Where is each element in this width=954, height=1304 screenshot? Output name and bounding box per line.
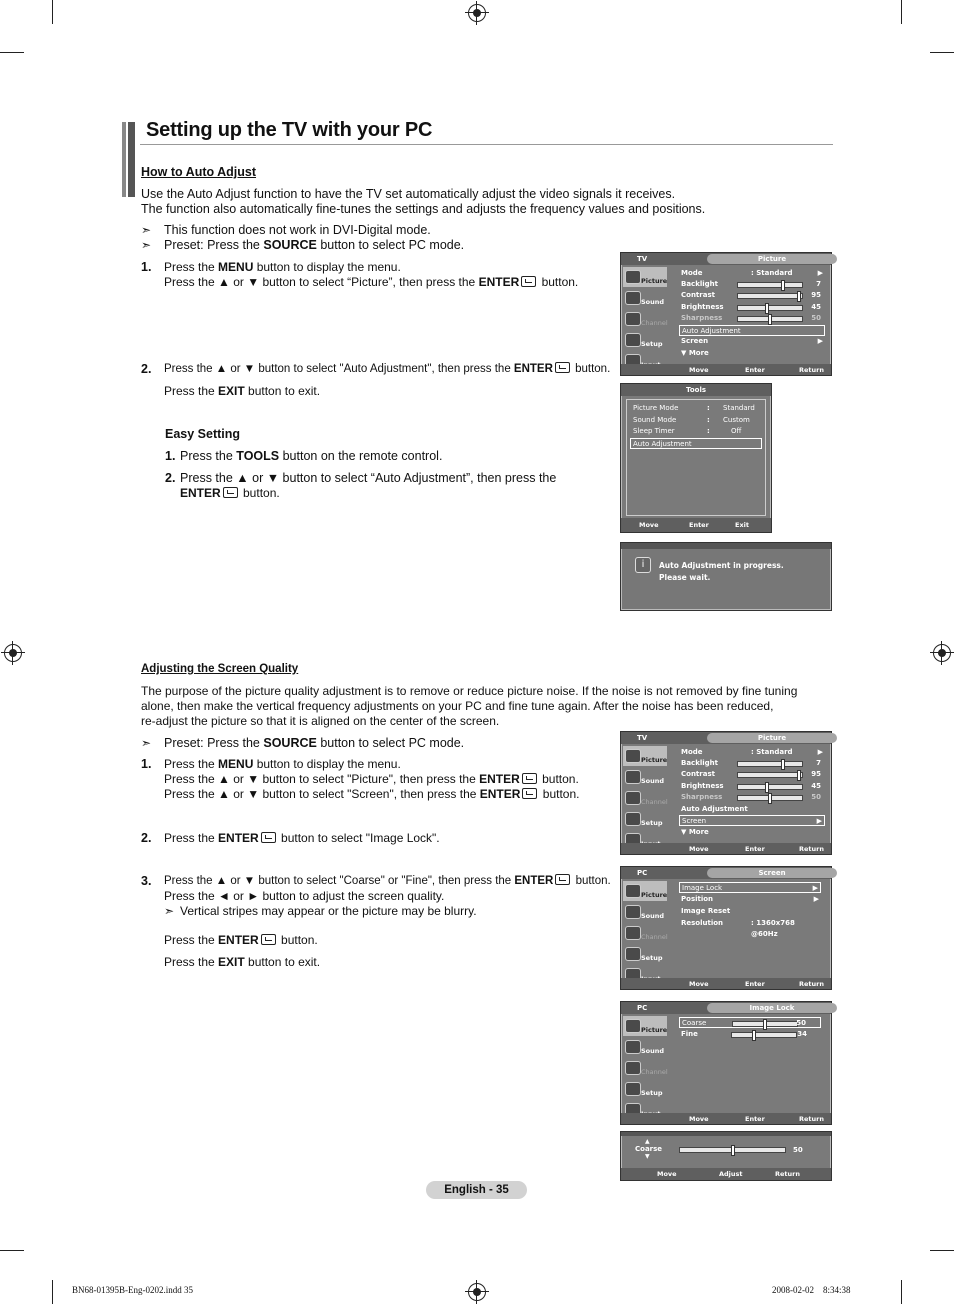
step-number: 1. <box>141 757 152 771</box>
osd-row-backlight: Backlight 7 <box>679 279 825 290</box>
crop-mark <box>901 0 902 24</box>
arrow-right-icon: ▶ <box>817 269 823 277</box>
osd-row-position: Position ▶ <box>681 895 819 903</box>
osd-hint-enter: Enter <box>745 1115 765 1123</box>
print-slug-left: BN68-01395B-Eng-0202.indd 35 <box>72 1285 193 1295</box>
enter-icon <box>261 934 276 945</box>
picture-icon <box>625 270 641 284</box>
sound-icon <box>625 770 641 784</box>
step-number: 1. <box>165 449 176 463</box>
osd-side-picture: Picture <box>623 881 667 901</box>
step-text: Press the EXIT button to exit. <box>164 384 321 398</box>
crop-mark <box>52 1280 53 1304</box>
osd-hint-return: Return <box>799 1115 824 1123</box>
note-arrow-icon: ➣ <box>141 736 152 750</box>
osd-side-picture: Picture <box>623 1016 667 1036</box>
step-number: 2. <box>165 471 176 485</box>
osd-adjust-label: Coarse <box>635 1145 663 1153</box>
osd-slider <box>737 795 803 801</box>
picture-icon <box>625 1019 641 1033</box>
osd-row-brightness: Brightness 45 <box>679 302 825 313</box>
osd-hint-return: Return <box>799 845 824 853</box>
osd-side-setup: Setup <box>623 1079 667 1099</box>
crop-mark <box>52 0 53 24</box>
osd-screen-menu <box>620 866 832 990</box>
section-heading-auto-adjust: How to Auto Adjust <box>141 165 257 179</box>
step-text: Press the MENU button to display the menu. <box>164 757 401 771</box>
osd-row-resolution: Resolution : 1360x768 @60Hz <box>681 919 795 938</box>
sound-icon <box>625 291 641 305</box>
arrow-right-icon: ▶ <box>812 884 818 892</box>
step-text: Press the ▲ or ▼ button to select "Picture", then press the ENTER button. <box>164 772 579 786</box>
paragraph: The function also automatically fine-tunes the settings and adjusts the frequency values and positions. <box>141 202 706 216</box>
osd-side-channel: Channel <box>623 309 667 329</box>
step-number: 1. <box>141 260 152 274</box>
osd-side-channel: Channel <box>623 923 667 943</box>
osd-slider <box>737 293 803 299</box>
step-number: 2. <box>141 831 152 845</box>
osd-row-image-lock: Image Lock ▶ <box>679 882 821 893</box>
enter-icon <box>555 874 570 885</box>
osd-slider <box>731 1032 797 1038</box>
info-icon: i <box>635 557 651 573</box>
osd-hint-adjust: Adjust <box>719 1170 743 1178</box>
step-text: Press the ENTER button to select "Image Lock". <box>164 831 440 845</box>
osd-row-backlight: Backlight 7 <box>679 758 825 769</box>
arrow-right-icon: ▶ <box>817 337 823 345</box>
osd-source-label: TV <box>637 734 648 742</box>
step-number: 2. <box>141 362 152 376</box>
step-text: Press the ENTER button. <box>164 933 318 947</box>
channel-icon <box>625 926 641 940</box>
osd-hint-enter: Enter <box>745 980 765 988</box>
registration-mark-icon <box>933 644 951 662</box>
arrow-up-icon: ▲ <box>645 1138 650 1145</box>
setup-icon <box>625 947 641 961</box>
osd-row-auto-adjustment: Auto Adjustment <box>679 325 825 336</box>
osd-row-mode: Mode : Standard ▶ <box>681 269 823 277</box>
osd-hint-move: Move <box>689 980 709 988</box>
crop-mark <box>930 1250 954 1251</box>
osd-side-setup: Setup <box>623 330 667 350</box>
osd-side-sound: Sound <box>623 902 667 922</box>
osd-side-channel: Channel <box>623 788 667 808</box>
channel-icon <box>625 791 641 805</box>
osd-slider <box>737 761 803 767</box>
crop-mark <box>901 1280 902 1304</box>
step-text: Press the EXIT button to exit. <box>164 955 321 969</box>
osd-side-channel: Channel <box>623 1058 667 1078</box>
osd-hint-return: Return <box>775 1170 800 1178</box>
note-arrow-icon: ➣ <box>164 904 175 918</box>
osd-row-more: ▼ More <box>681 349 709 357</box>
osd-hint-enter: Enter <box>689 521 709 529</box>
osd-row-auto-adjustment: Auto Adjustment <box>681 805 748 813</box>
osd-side-sound: Sound <box>623 288 667 308</box>
title-accent-bar <box>122 122 135 197</box>
enter-icon <box>522 773 537 784</box>
step-number: 3. <box>141 874 152 888</box>
osd-hint-enter: Enter <box>745 366 765 374</box>
setup-icon <box>625 333 641 347</box>
note: This function does not work in DVI-Digital mode. <box>164 223 431 237</box>
osd-slider <box>737 305 803 311</box>
osd-hint-enter: Enter <box>745 845 765 853</box>
osd-side-sound: Sound <box>623 1037 667 1057</box>
step-text: Press the ◄ or ► button to adjust the screen quality. <box>164 889 445 903</box>
paragraph: alone, then make the vertical frequency adjustments on your PC and fine tune again. After the noise has been reduced, <box>141 699 774 713</box>
step-text: Press the ▲ or ▼ button to select “Auto Adjustment”, then press the <box>180 471 557 485</box>
osd-row-more: ▼ More <box>681 828 709 836</box>
step-text: Press the MENU button to display the menu. <box>164 260 401 274</box>
osd-slider <box>737 784 803 790</box>
osd-row-sharpness: Sharpness 50 <box>679 792 825 803</box>
osd-side-setup: Setup <box>623 809 667 829</box>
osd-row-sleep-timer: Sleep Timer : Off <box>633 427 742 435</box>
osd-menu-title: Screen <box>707 868 837 878</box>
note: Preset: Press the SOURCE button to select PC mode. <box>164 736 465 750</box>
setup-icon <box>625 812 641 826</box>
step-text: Press the ▲ or ▼ button to select "Screen", then press the ENTER button. <box>164 787 580 801</box>
channel-icon <box>625 312 641 326</box>
osd-menu-title: Picture <box>707 733 837 743</box>
arrow-right-icon: ▶ <box>816 817 822 825</box>
paragraph: Use the Auto Adjust function to have the TV set automatically adjust the video signals it receives. <box>141 187 676 201</box>
easy-setting-heading: Easy Setting <box>165 427 241 441</box>
enter-icon <box>555 362 570 373</box>
sound-icon <box>625 905 641 919</box>
sound-icon <box>625 1040 641 1054</box>
osd-menu-title: Picture <box>707 254 837 264</box>
osd-menu-title: Image Lock <box>707 1003 837 1013</box>
osd-progress-dialog <box>620 542 832 611</box>
osd-slider <box>737 282 803 288</box>
step-note: Vertical stripes may appear or the picture may be blurry. <box>180 904 477 918</box>
enter-icon <box>522 788 537 799</box>
registration-mark-icon <box>4 644 22 662</box>
osd-slider <box>732 1021 798 1027</box>
osd-hint-move: Move <box>689 1115 709 1123</box>
arrow-right-icon: ▶ <box>817 748 823 756</box>
osd-row-picture-mode: Picture Mode : Standard <box>633 404 755 412</box>
osd-adjust-value: 50 <box>793 1146 803 1154</box>
osd-side-picture: Picture <box>623 746 667 766</box>
osd-hint-move: Move <box>639 521 659 529</box>
osd-side-picture: Picture <box>623 267 667 287</box>
osd-source-label: PC <box>637 869 648 877</box>
osd-picture-menu-screen <box>620 731 832 855</box>
osd-row-image-reset: Image Reset <box>681 907 731 915</box>
osd-source-label: PC <box>637 1004 648 1012</box>
osd-row-fine: Fine 34 <box>679 1029 821 1040</box>
step-text: Press the ▲ or ▼ button to select “Picture”, then press the ENTER button. <box>164 275 579 289</box>
print-slug-right: 2008-02-02 8:34:38 <box>772 1285 851 1295</box>
osd-row-contrast: Contrast 95 <box>679 769 825 780</box>
osd-hint-exit: Exit <box>735 521 749 529</box>
step-text: Press the TOOLS button on the remote control. <box>180 449 443 463</box>
progress-message: Please wait. <box>659 573 711 582</box>
osd-side-setup: Setup <box>623 944 667 964</box>
osd-hint-return: Return <box>799 980 824 988</box>
osd-slider <box>737 316 803 322</box>
osd-picture-menu-auto <box>620 252 832 376</box>
page-title: Setting up the TV with your PC <box>146 119 433 141</box>
registration-mark-icon <box>468 1283 486 1301</box>
note-arrow-icon: ➣ <box>141 238 152 252</box>
channel-icon <box>625 1061 641 1075</box>
crop-mark <box>0 1250 24 1251</box>
osd-row-contrast: Contrast 95 <box>679 290 825 301</box>
progress-message: Auto Adjustment in progress. <box>659 561 784 570</box>
enter-icon <box>261 832 276 843</box>
osd-image-lock-menu <box>620 1001 832 1125</box>
enter-icon <box>223 487 238 498</box>
osd-coarse-adjust-bar <box>620 1131 832 1181</box>
arrow-right-icon: ▶ <box>813 895 819 903</box>
crop-mark <box>0 52 24 53</box>
picture-icon <box>625 884 641 898</box>
step-text: Press the ▲ or ▼ button to select "Coarse" or "Fine", then press the ENTER button. <box>164 875 611 887</box>
osd-hint-move: Move <box>689 366 709 374</box>
osd-side-sound: Sound <box>623 767 667 787</box>
osd-row-screen: Screen ▶ <box>681 337 823 345</box>
osd-menu-title: Tools <box>685 386 707 394</box>
osd-row-sound-mode: Sound Mode : Custom <box>633 416 750 424</box>
osd-hint-move: Move <box>657 1170 677 1178</box>
section-heading-screen-quality: Adjusting the Screen Quality <box>141 663 299 675</box>
osd-row-screen: Screen ▶ <box>679 815 825 826</box>
note: Preset: Press the SOURCE button to select PC mode. <box>164 238 465 252</box>
osd-slider <box>679 1147 786 1153</box>
osd-hint-return: Return <box>799 366 824 374</box>
page-number-badge: English - 35 <box>426 1181 527 1199</box>
registration-mark-icon <box>468 4 486 22</box>
osd-row-sharpness: Sharpness 50 <box>679 313 825 324</box>
osd-tools-menu <box>620 383 772 533</box>
osd-row-mode: Mode : Standard ▶ <box>681 748 823 756</box>
title-divider <box>140 144 833 145</box>
osd-row-auto-adjustment: Auto Adjustment <box>630 438 762 449</box>
note-arrow-icon: ➣ <box>141 223 152 237</box>
osd-source-label: TV <box>637 255 648 263</box>
osd-hint-move: Move <box>689 845 709 853</box>
enter-icon <box>521 276 536 287</box>
osd-slider <box>737 772 803 778</box>
osd-row-brightness: Brightness 45 <box>679 781 825 792</box>
step-text: ENTER button. <box>180 486 280 500</box>
paragraph: The purpose of the picture quality adjustment is to remove or reduce picture noise. If the noise is not removed by fine tuning <box>141 684 798 698</box>
arrow-down-icon: ▼ <box>645 1153 650 1160</box>
crop-mark <box>930 52 954 53</box>
paragraph: re-adjust the picture so that it is aligned on the center of the screen. <box>141 714 500 728</box>
osd-row-coarse: Coarse 50 <box>679 1017 821 1028</box>
step-text: Press the ▲ or ▼ button to select "Auto Adjustment", then press the ENTER button. <box>164 363 611 375</box>
picture-icon <box>625 749 641 763</box>
setup-icon <box>625 1082 641 1096</box>
